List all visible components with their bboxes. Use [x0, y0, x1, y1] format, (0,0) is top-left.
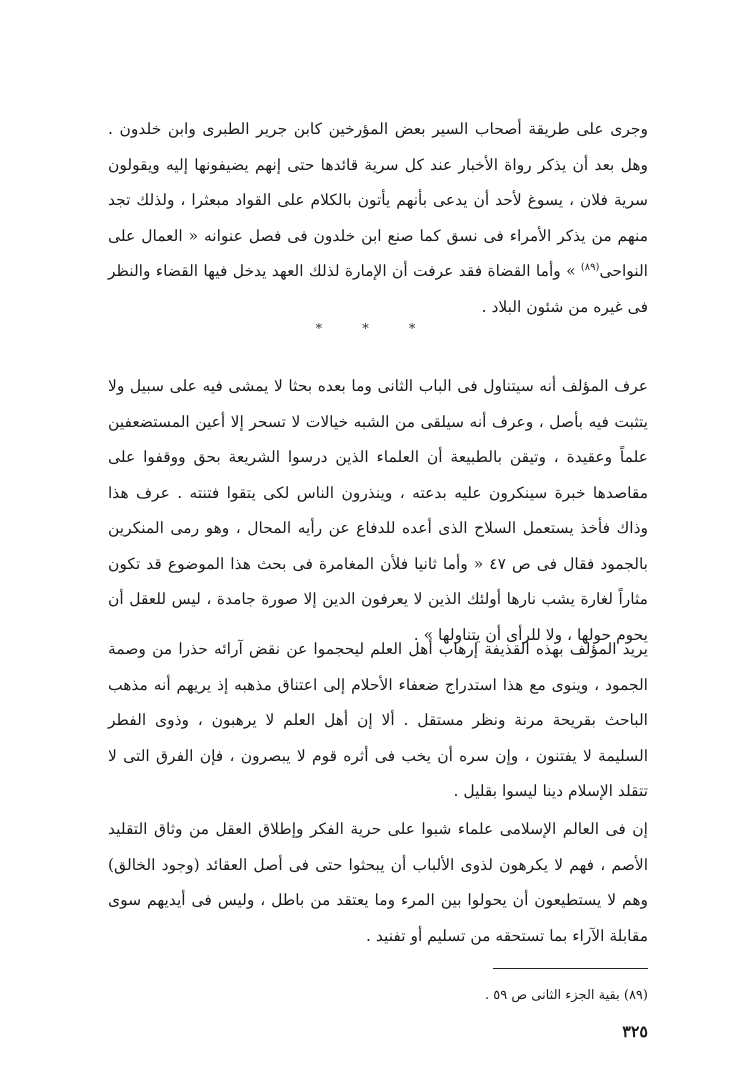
footnote: (٨٩) بقية الجزء الثانى ص ٥٩ .	[485, 988, 648, 1003]
paragraph-4	[108, 812, 648, 954]
footnote-divider	[493, 968, 648, 969]
page-number: ٣٢٥	[622, 1022, 648, 1041]
paragraph-2	[108, 369, 648, 653]
section-divider: * * *	[315, 322, 434, 337]
paragraph-1	[108, 112, 648, 325]
paragraph-3	[108, 632, 648, 810]
paragraph-1-text: وجرى على طريقة أصحاب السير بعض المؤرخين كابن جرير الطبرى وابن خلدون . وهل بعد أن يذكر رواة الأخبار عند كل سرية قائدها حتى إنهم يضيفونها إليه ويقولون سرية فلان ، يسوغ لأحد أن يدعى بأنهم يأتون بالكلام على القواد مبعثرا ، ولذلك تجد منهم من يذكر الأمراء فى نسق كما صنع ابن خلدون فى فصل عنوانه « العمال على النواحى	[108, 120, 648, 280]
paragraph-2-text: عرف المؤلف أنه سيتناول فى الباب الثانى وما بعده بحثا لا يمشى فيه على سبيل ولا يتثبت فيه بأصل ، وعرف أنه سيلقى من الشبه خيالات لا تسحر إلا أعين المستضعفين علماً وعقيدة ، وتيقن بالطبيعة أن العلماء الذين درسوا الشريعة بحق ووقفوا على مقاصدها خبرة سينكرون عليه بدعته ، وينذرون الناس لكى يتقوا فتنته . عرف هذا وذاك فأخذ يستعمل السلاح الذى أعده للدفاع عن رأيه المحال ، وهو رمى المنكرين بالجمود فقال فى ص ٤٧ « وأما ثانيا فلأن المغامرة فى بحث هذا الموضوع قد تكون مثاراً لغارة يشب نارها أولئك الذين لا يعرفون الدين إلا صورة جامدة ، ليس للعقل أن يحوم حولها ، ولا للرأى أن يتناولها » .	[108, 377, 648, 644]
paragraph-3-text: يريد المؤلف بهذه القذيفة إرهاب أهل العلم ليحجموا عن نقض آرائه حذرا من وصمة الجمود ، وينوى مع هذا استدراج ضعفاء الأحلام إلى اعتناق مذهبه إذ يريهم أنه مذهب الباحث بقريحة مرنة ونظر مستقل . ألا إن أهل العلم لا يرهبون ، وذوى الفطر السليمة لا يفتنون ، وإن سره أن يخب فى أثره قوم لا يبصرون ، فإن الفرق التى لا تتقلد الإسلام دينا ليسوا بقليل .	[108, 640, 648, 800]
paragraph-4-text: إن فى العالم الإسلامى علماء شبوا على حرية الفكر وإطلاق العقل من وثاق التقليد الأصم ، فهم لا يكرهون لذوى الألباب أن يبحثوا حتى فى أصل العقائد (وجود الخالق) وهم لا يستطيعون أن يحولوا بين المرء وما يعتقد من باطل ، وليس فى أيديهم سوى مقابلة الآراء بما تستحقه من تسليم أو تفنيد .	[108, 820, 648, 945]
paragraph-1-continuation: » وأما القضاة فقد عرفت أن الإمارة لذلك العهد يدخل فيها القضاء والنظر فى غيره من شئون البلاد .	[108, 262, 648, 316]
footnote-reference: (٨٩)	[580, 261, 600, 273]
